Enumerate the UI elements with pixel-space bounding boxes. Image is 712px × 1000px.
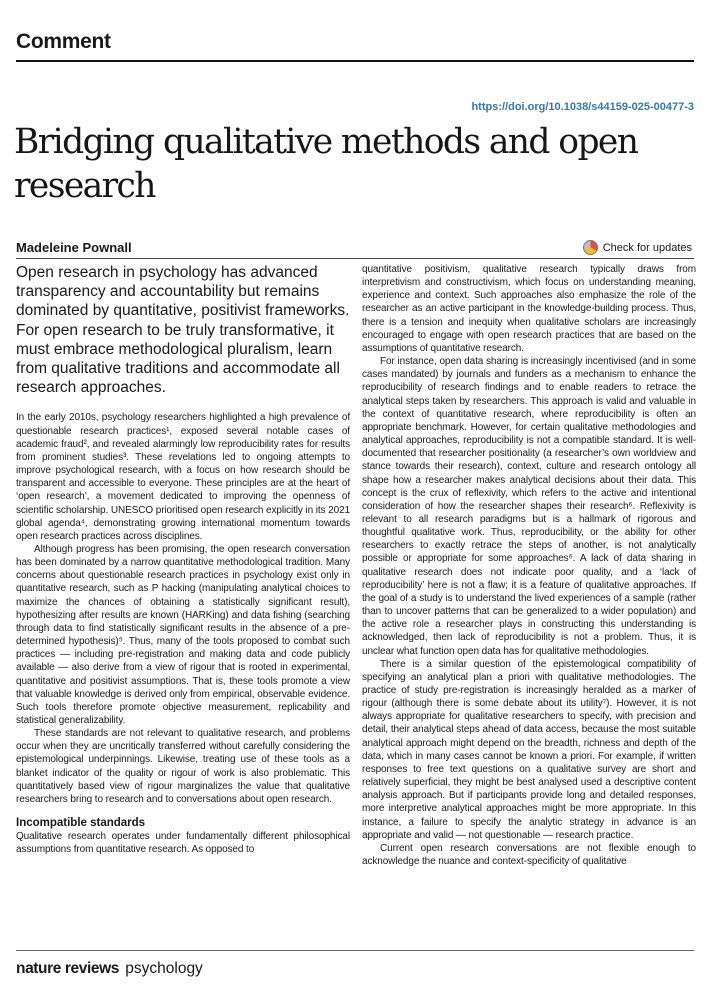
article-title: Bridging qualitative methods and open research: [14, 122, 638, 206]
footer-rule: [16, 950, 694, 951]
left-column: [16, 263, 350, 856]
journal-name: psychology: [125, 960, 203, 977]
author-name: Madeleine Pownall: [16, 240, 132, 255]
paragraph: For instance, open data sharing is increasingly incentivised (and in some cases mandated) by journals and funders as a mechanism to enhance the reproducibility of research findings and to enable readers to retrace the analytical steps taken by researchers. This approach is valid and valuable in the context of quantitative research, where reproducibility is often an appropriate benchmark. However, for certain qualitative methodologies and analytical approaches, reproducibility is not a compatible standard. It is well-documented that researcher positionality (a researcher’s own worldview and stance towards their research), context, culture and research ontology all shape how a researcher makes analytical decisions about their data. This concept is the crux of reflexivity, which refers to the active and intentional consideration of how the researcher shapes their research⁶. Reflexivity is relevant to all research paradigms but is a hallmark of rigorous and thoughtful qualitative work. Thus, reproducibility, or the ability for other researchers to exactly retrace the steps of another, is not analytically possible or appropriate for some approaches⁶. A lack of data sharing in qualitative research does not indicate poor quality, and a ‘lack of reproducibility’ here is not a flaw; it is a feature of qualitative approaches. If the goal of a study is to understand the lived experiences of a sample (rather than to uncover patterns that can be generalized to a wider population) and the active role a researcher plays in constructing this understanding is acknowledged, then lack of reproducibility is not a problem. Thus, it is unclear what function open data has for qualitative methodologies.: [362, 356, 696, 657]
check-updates-icon: [583, 240, 598, 255]
paragraph: Current open research conversations are not flexible enough to acknowledge the nuance and context-specificity of qualitative: [362, 842, 696, 868]
paragraph: Qualitative research operates under fundamentally different philosophical assumptions from quantitative research. As opposed to: [16, 831, 350, 856]
right-body: [362, 263, 696, 868]
check-updates-label: Check for updates: [602, 241, 692, 254]
header-rule: [16, 60, 694, 62]
paragraph: These standards are not relevant to qualitative research, and problems occur when they are uncritically transferred without carefully considering the epistemological underpinnings. Likewise, treating use of these tools as a blanket indicator of the quality or rigour of work is also problematic. This quantitatively based view of rigour marginalizes the value that qualitative researchers bring to research and to conversations about open research.: [16, 728, 350, 805]
doi-link[interactable]: https://doi.org/10.1038/s44159-025-00477-3: [471, 101, 694, 113]
section-heading: Incompatible standards: [16, 817, 146, 830]
paragraph: Although progress has been promising, the open research conversation has been dominated by a narrow quantitative methodological tradition. Many concerns about questionable research practices in psychology exist only in quantitative research, such as P hacking (manipulating analytical choices to maximize the chances of obtaining a statistically significant result), hypothesizing after results are known (HARKing) and data fishing (searching through data to find statistically significant results in the absence of a pre-determined hypothesis)⁵. Thus, many of the tools proposed to combat such practices — including pre-registration and making data and code publicly available — also derive from a view of rigour that is rooted in experimental, quantitative and positivist assumptions. That is, these tools promote a view that valuable knowledge is derived only from empirical, observable evidence. Such tools therefore promote objective measurement, replicability and statistical generalizability.: [16, 543, 350, 727]
paragraph: quantitative positivism, qualitative research typically draws from interpretivism and constructivism, which focus on understanding meaning, experience and context. Such approaches also emphasize the role of the researcher as an active participant in the knowledge-building process. Thus, there is a tension and inequity when qualitative scholars are increasingly encouraged to engage with open research practices that are based on the assumptions of quantitative research.: [362, 264, 696, 354]
paragraph: In the early 2010s, psychology researchers highlighted a high prevalence of questionable research practices¹, exposed several notable cases of academic fraud², and revealed alarmingly low reproducibility rates for results from prominent studies³. These revelations led to ongoing attempts to improve psychological research, with a focus on how research should be transparent and accessible to everyone. These principles are at the heart of ‘open research’, a movement dedicated to improving the openness of scientific scholarship. UNESCO prioritised open research explicitly in its 2021 global agenda⁴, demonstrating growing international momentum towards open research practices across disciplines.: [16, 412, 350, 542]
author-rule: [16, 258, 694, 259]
left-body: [16, 411, 350, 856]
journal-brand: nature reviews: [16, 960, 119, 977]
section-label: Comment: [16, 30, 111, 53]
right-column: [362, 263, 696, 868]
standfirst: Open research in psychology has advanced transparency and accountability but remains dominated by quantitative, positivist frameworks. For open research to be truly transformative, it must embrace methodological pluralism, learn from qualitative traditions and accommodate all research approaches.: [16, 264, 350, 397]
journal-footer: [16, 960, 203, 978]
paragraph: There is a similar question of the epistemological compatibility of specifying an analytical plan a priori with qualitative methodologies. The practice of study pre-registration is increasingly heralded as a marker of rigour (although there is some debate about its utility⁷). However, it is not always appropriate for qualitative researchers to specify, with precision and detail, their analytical steps ahead of data access, because the most suitable analytical approach might depend on the breadth, richness and depth of the data, which in many cases cannot be known a priori. For example, if written responses to free text questions on a qualitative survey are short and relatively superficial, they might be best analysed used a descriptive content analysis approach. But if participants provide long and detailed responses, more interpretive analytical approaches might be more appropriate. In this instance, a failure to specify the analytic strategy in advance is an appropriate and valid — not questionable — research practice.: [362, 658, 696, 841]
check-updates-button[interactable]: [583, 240, 692, 255]
